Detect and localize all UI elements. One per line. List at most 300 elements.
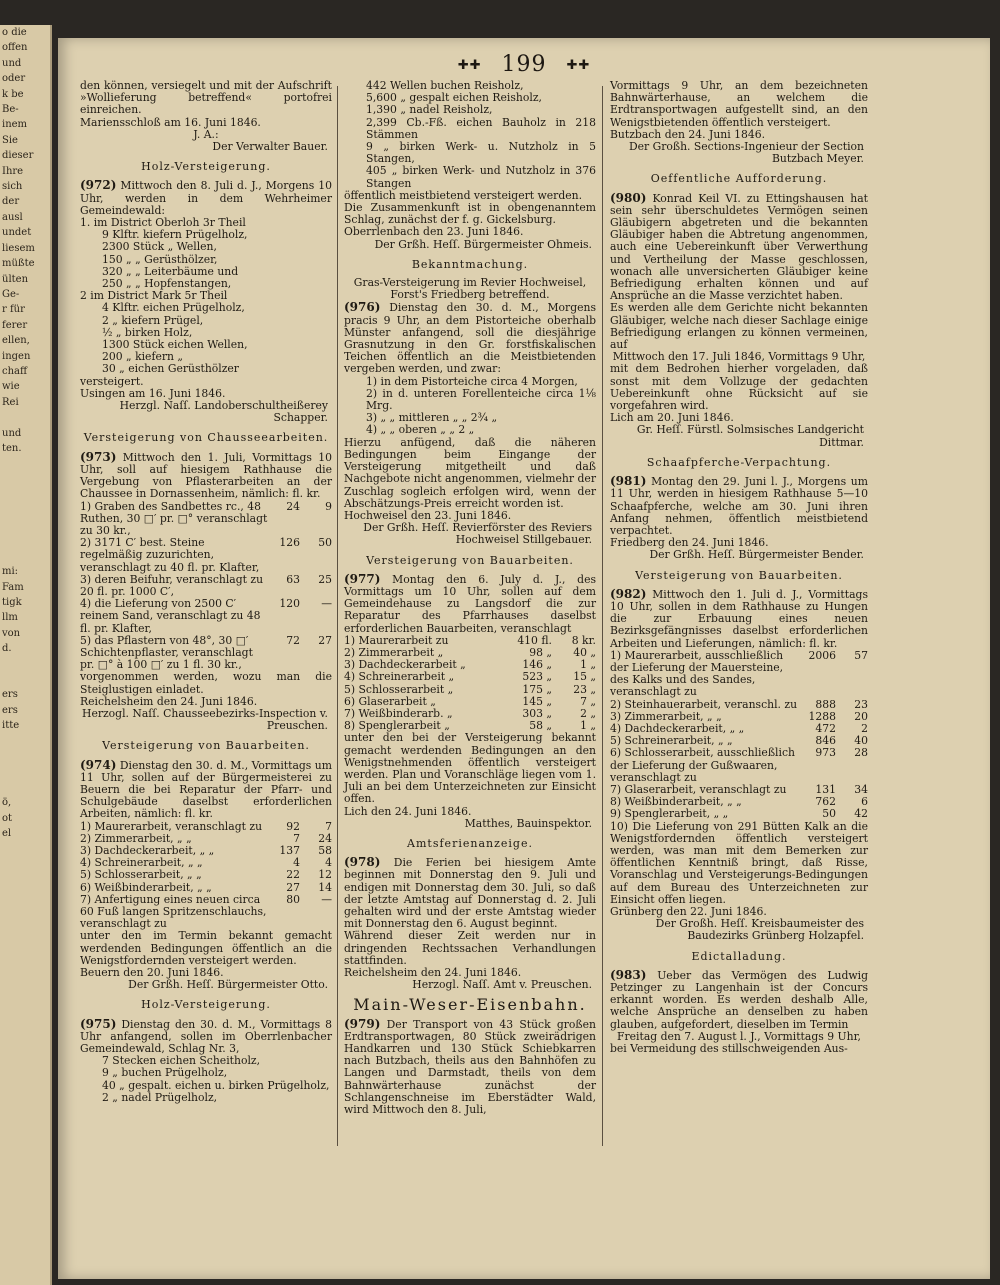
notice-text: 250 „ „ Hopfenstangen, bbox=[102, 277, 232, 291]
edge-fragment bbox=[0, 765, 50, 780]
notice-text: 2 im District Mark 5r Theil bbox=[80, 289, 228, 303]
notice-text: Vormittags 9 Uhr, an dem bezeichneten Bahnwärterhause, an welchem die Erdtransportwagen aufgestellt sind, an den Wenigstbietenden öffentlich versteigert. bbox=[610, 79, 868, 129]
signature bbox=[80, 708, 332, 732]
signature bbox=[80, 979, 332, 991]
item-amount: 1 „ bbox=[580, 719, 596, 733]
item-amount: 23 „ bbox=[573, 682, 596, 696]
edge-fragment bbox=[0, 672, 50, 687]
notice-text: Hochweisel den 23. Juni 1846. bbox=[344, 508, 512, 522]
section-heading bbox=[610, 570, 868, 582]
item-amount: 175 „ bbox=[522, 682, 552, 696]
item-label: 7) Weißbinderarb. „ bbox=[344, 706, 453, 720]
edge-fragment: liesem bbox=[2, 242, 35, 254]
item-label: 2) Zimmerarbeit, „ „ bbox=[80, 831, 192, 845]
signature bbox=[344, 522, 596, 546]
item-label: 5) das Pflastern von 48°, 30 □′ Schichtenpflaster, veranschlagt pr. □° à 100 □′ zu 1 fl. 30 kr., bbox=[80, 633, 253, 672]
edge-fragment: o die bbox=[2, 27, 27, 38]
item-label: 3) deren Beifuhr, veranschlagt zu 20 fl. pr. 1000 C′, bbox=[80, 572, 264, 598]
notice-text: 320 „ „ Leiterbäume und bbox=[102, 264, 239, 278]
notice-text: Edictalladung. bbox=[691, 949, 787, 963]
notice-text: Während dieser Zeit werden nur in dringenden Rechtssachen Verhandlungen stattfinden. bbox=[344, 929, 596, 967]
item-label: 5) Schlosserarbeit „ bbox=[344, 682, 454, 696]
item-amount: 14 bbox=[318, 880, 332, 894]
notice-number: (977) bbox=[344, 571, 381, 586]
item-amount: 20 bbox=[854, 709, 868, 723]
notice-text: Mariensschloß am 16. Juni 1846. bbox=[80, 115, 261, 129]
notice-text: Dienstag den 30. d. M., Vormittags 8 Uhr anfangend, sollen im Oberrlenbacher Gemeindewald, Schlag Nr. 3, bbox=[80, 1017, 332, 1056]
notice-text: Dienstag den 30. d. M., Morgens pracis 9 Uhr, an dem Pistorteiche oberhalb Münster anfangend, soll die diesjährige Grasnutzung in den Gr. forstfiskalischen Teichen öffentlich an die Meistbietenden vergeben werden, und zwar: bbox=[344, 301, 596, 376]
edge-fragment: inem bbox=[2, 119, 28, 131]
centered-line bbox=[344, 277, 596, 301]
notice-text: Der Großh. Heſſ. Kreisbaumeister des Baudezirks Grünberg Holzapfel. bbox=[655, 917, 864, 943]
notice-text: Oberrlenbach den 23. Juni 1846. bbox=[344, 225, 524, 239]
edge-fragment bbox=[0, 657, 50, 672]
item-amount: 472 bbox=[815, 721, 836, 735]
notice-text: Der Grßh. Heſſ. Bürgermeister Bender. bbox=[649, 548, 864, 562]
item-amount: 2 „ bbox=[580, 706, 596, 720]
edge-fragment bbox=[0, 518, 50, 533]
notice-text: Gr. Heſſ. Fürstl. Solmsisches Landgericht Dittmar. bbox=[636, 423, 864, 449]
item-label: 4) Dachdeckerarbeit, „ „ bbox=[610, 721, 745, 735]
notice-text: vorgenommen werden, wozu man die Steiglustigen einladet. bbox=[80, 670, 332, 696]
item-label: 8) Weißbinderarbeit, „ „ bbox=[610, 795, 742, 809]
list-item bbox=[344, 141, 596, 165]
price-row bbox=[344, 671, 596, 683]
notice-text: 1. im District Oberloh 3r Theil bbox=[80, 216, 246, 230]
edge-fragment bbox=[0, 533, 50, 548]
paragraph bbox=[610, 821, 868, 906]
notice-text: 150 „ „ Gerüsthölzer, bbox=[102, 252, 218, 266]
notice-text: Lich den 24. Juni 1846. bbox=[344, 804, 472, 818]
item-amount: 27 bbox=[286, 880, 300, 894]
edge-fragment: ot bbox=[2, 812, 13, 824]
item-amount: 80 bbox=[286, 892, 300, 906]
edge-fragment: r für bbox=[2, 304, 25, 316]
item-amount: 57 bbox=[854, 648, 868, 662]
item-amount: 58 „ bbox=[529, 719, 552, 733]
notice-text: mit dem Bedrohen hierher vorgeladen, daß sonst mit dem Vollzuge der gedachten Uebereinkunft ohne Rücksicht auf sie vorgefahren wird. bbox=[610, 362, 868, 413]
item-amount: 24 bbox=[286, 499, 300, 513]
edge-fragment: ers bbox=[2, 704, 18, 716]
paragraph bbox=[610, 302, 868, 351]
edge-fragment: chaff bbox=[2, 365, 28, 377]
header-ornament-left: ✚✚ bbox=[457, 57, 482, 73]
notice-text: Holz-Versteigerung. bbox=[141, 998, 271, 1012]
edge-fragment: Ihre bbox=[2, 165, 24, 177]
notice-text: 2 „ kiefern Prügel, bbox=[102, 313, 204, 327]
section-heading bbox=[610, 457, 868, 469]
notice-text: Der Großh. Sections-Ingenieur der Section Butzbach Meyer. bbox=[628, 140, 864, 166]
paragraph bbox=[344, 202, 596, 226]
column-rule bbox=[337, 86, 338, 1146]
edge-fragment: ingen bbox=[2, 350, 31, 362]
page-number: 199 bbox=[501, 52, 547, 77]
item-amount: 40 „ bbox=[573, 645, 596, 659]
edge-fragment: dieser bbox=[2, 150, 34, 162]
notice-number: (982) bbox=[610, 586, 647, 601]
edge-fragment: offen bbox=[2, 42, 28, 54]
item-amount: 98 „ bbox=[529, 645, 552, 659]
item-amount: 28 bbox=[854, 746, 868, 760]
paragraph bbox=[344, 301, 596, 375]
edge-fragment bbox=[0, 749, 50, 764]
edge-fragment: Fam bbox=[2, 581, 24, 593]
notice-text: 2 „ nadel Prügelholz, bbox=[102, 1090, 218, 1104]
notice-text: Der Grßh. Heſſ. Revierförster des Reviers Hochweisel Stillgebauer. bbox=[363, 521, 592, 547]
previous-page-edge bbox=[0, 25, 52, 1285]
notice-text: Grünberg den 22. Juni 1846. bbox=[610, 905, 767, 918]
notice-text: J. A.: bbox=[193, 127, 219, 141]
item-amount: 63 bbox=[286, 572, 300, 586]
item-amount: 24 bbox=[318, 831, 332, 845]
price-list bbox=[344, 635, 596, 733]
item-amount: 50 bbox=[822, 807, 836, 821]
notice-text: Montag den 29. Juni l. J., Morgens um 11 Uhr, werden in hiesigem Rathhause 5—10 Schaafpferche, welche am 30. Juni ihren Anfang nehmen, öffentlich meistbietend verpachtet. bbox=[610, 475, 868, 537]
signature bbox=[344, 239, 596, 251]
edge-fragment: von bbox=[2, 627, 21, 639]
item-amount: 15 „ bbox=[573, 670, 596, 684]
notice-text: Friedberg den 24. Juni 1846. bbox=[610, 536, 769, 550]
notice-number: (980) bbox=[610, 190, 647, 205]
signature bbox=[344, 818, 596, 830]
notice-text: Herzgl. Naſſ. Landoberschultheißerey Schapper. bbox=[119, 399, 328, 425]
notice-text: Mittwoch den 1. Juli d. J., Vormittags 10 Uhr, sollen in dem Rathhause zu Hungen die zur Erbauung eines neuen Bezirksgefängnisses daselbst erforderlichen Arbeiten und Lieferungen, nämlich: fl. kr. bbox=[610, 587, 868, 650]
notice-text: Beuern den 20. Juni 1846. bbox=[80, 966, 224, 980]
notice-text: öffentlich meistbietend versteigert werden. bbox=[344, 188, 583, 202]
notice-text: bei Vermeidung des stillschweigenden Aus- bbox=[610, 1042, 848, 1056]
item-label: 2) 3171 C′ best. Steine regelmäßig zuzurichten, veranschlagt zu 40 fl. pr. Klafter, bbox=[80, 536, 260, 574]
item-label: 4) die Lieferung von 2500 C′ reinem Sand, veranschlagt zu 48 fl. pr. Klafter, bbox=[80, 597, 261, 635]
edge-fragment: der bbox=[2, 196, 20, 208]
column-right bbox=[610, 80, 868, 1055]
column-rule bbox=[602, 86, 603, 1146]
notice-text: 405 „ birken Werk- und Nutzholz in 376 Stangen bbox=[366, 164, 596, 190]
item-amount: 4 bbox=[325, 856, 332, 870]
edge-fragment: tigk bbox=[2, 597, 22, 609]
paragraph bbox=[80, 451, 332, 501]
paragraph bbox=[610, 363, 868, 412]
item-amount: 27 bbox=[318, 633, 332, 647]
notice-number: (972) bbox=[80, 178, 117, 193]
section-heading bbox=[610, 951, 868, 963]
notice-text: Mittwoch den 17. Juli 1846, Vormittags 9 Uhr, bbox=[612, 350, 866, 364]
notice-text: Main-Weser-Eisenbahn. bbox=[353, 995, 587, 1015]
notice-text: 2300 Stück „ Wellen, bbox=[102, 240, 217, 254]
notice-text: 4) „ „ oberen „ „ 2 „ bbox=[366, 423, 475, 437]
notice-text: Die Zusammenkunft ist in obengenanntem Schlag, zunächst der f. g. Gickelsburg. bbox=[344, 201, 596, 227]
list-item bbox=[344, 388, 596, 412]
item-amount: 410 fl. bbox=[517, 633, 552, 647]
edge-fragment: ülten bbox=[2, 273, 29, 285]
item-amount: 1 „ bbox=[580, 658, 596, 672]
column-middle bbox=[344, 80, 596, 1116]
notice-number: (974) bbox=[80, 757, 117, 772]
edge-fragment: Be- bbox=[2, 104, 19, 116]
item-label: 8) Spenglerarbeit „ bbox=[344, 719, 450, 733]
section-heading bbox=[610, 173, 868, 185]
item-label: 2) Zimmerarbeit „ bbox=[344, 645, 444, 659]
edge-fragment: ö, bbox=[2, 797, 12, 809]
paragraph bbox=[80, 179, 332, 217]
notice-text: Der Verwalter Bauer. bbox=[212, 140, 328, 154]
notice-number: (976) bbox=[344, 300, 381, 315]
price-row bbox=[80, 635, 332, 672]
item-amount: 145 „ bbox=[522, 694, 552, 708]
section-heading bbox=[344, 259, 596, 271]
notice-text: Hierzu anfügend, daß die näheren Bedingungen beim Eingange der Versteigerung mitgetheilt und daß Nachgebote nicht angenommen, vielmehr der Zuschlag sogleich erfolgen wird, wenn der Abschätzungs-Preis erreicht worden ist. bbox=[344, 435, 596, 510]
item-amount: 23 bbox=[854, 697, 868, 711]
notice-text: 442 Wellen buchen Reisholz, bbox=[366, 79, 524, 92]
notice-text: 1) in dem Pistorteiche circa 4 Morgen, bbox=[366, 374, 578, 388]
notice-text: Oeffentliche Aufforderung. bbox=[650, 172, 828, 186]
item-label: 2) Steinhauerarbeit, veranschl. zu bbox=[610, 697, 798, 711]
edge-fragment: wie bbox=[2, 381, 20, 393]
notice-text: Amtsferienanzeige. bbox=[407, 836, 533, 850]
notice-text: Der Grßh. Heſſ. Bürgermeister Otto. bbox=[128, 978, 328, 992]
item-amount: 846 bbox=[815, 734, 836, 748]
item-amount: 50 bbox=[318, 536, 332, 550]
signature bbox=[610, 424, 868, 448]
notice-text: 7 Stecken eichen Scheitholz, bbox=[102, 1054, 261, 1068]
paragraph bbox=[344, 856, 596, 930]
edge-fragment: müßte bbox=[2, 258, 35, 270]
item-amount: 8 kr. bbox=[571, 633, 596, 647]
notice-text: Reichelsheim den 24. Juni 1846. bbox=[80, 694, 258, 708]
item-label: 5) Schlosserarbeit, „ „ bbox=[80, 868, 202, 882]
notice-text: Matthes, Bauinspektor. bbox=[464, 816, 592, 830]
price-row bbox=[610, 650, 868, 699]
item-amount: 34 bbox=[854, 782, 868, 796]
price-row bbox=[80, 501, 332, 538]
notice-text: Versteigerung von Bauarbeiten. bbox=[366, 553, 574, 567]
paragraph bbox=[344, 732, 596, 805]
notice-text: Usingen am 16. Juni 1846. bbox=[80, 386, 226, 400]
price-row bbox=[610, 747, 868, 784]
item-label: 7) Anfertigung eines neuen circa 60 Fuß langen Spritzenschlauchs, veranschlagt zu bbox=[80, 892, 267, 931]
notice-text: Lich am 20. Juni 1846. bbox=[610, 411, 734, 425]
edge-fragment: ferer bbox=[2, 319, 28, 331]
notice-text: Versteigerung von Bauarbeiten. bbox=[635, 568, 843, 582]
edge-fragment: Sie bbox=[2, 134, 18, 146]
notice-text: 1300 Stück eichen Wellen, bbox=[102, 338, 248, 352]
notice-text: Herzogl. Naſſ. Chausseebezirks-Inspection v. Preuschen. bbox=[82, 706, 328, 733]
item-amount: 126 bbox=[279, 536, 300, 550]
paragraph bbox=[344, 573, 596, 635]
item-amount: 4 bbox=[293, 856, 300, 870]
section-heading bbox=[344, 555, 596, 567]
edge-fragment: ausl bbox=[2, 211, 23, 223]
edge-fragment bbox=[0, 456, 50, 471]
section-heading bbox=[80, 432, 332, 444]
section-heading bbox=[344, 838, 596, 850]
item-label: 1) Graben des Sandbettes rc., 48 Ruthen, 30 □′ pr. □° veranschlagt zu 30 kr., bbox=[80, 499, 268, 537]
notice-text: Herzogl. Naſſ. Amt v. Preuschen. bbox=[412, 978, 592, 992]
item-amount: 6 bbox=[861, 795, 868, 809]
column-left bbox=[80, 80, 332, 1104]
notice-text: Es werden alle dem Gerichte nicht bekannten Gläubiger, welche nach dieser Sachlage einige Befriedigung erlangen zu können vermeinen, auf bbox=[610, 301, 868, 352]
main-heading bbox=[344, 995, 596, 1015]
section-heading bbox=[80, 161, 332, 173]
notice-text: Der Transport von 43 Stück großen Erdtransportwagen, 80 Stück zweirädrigen Handkarren und 130 Stück Schiebkarren nach Butzbach, theils aus den Bahnhöfen zu Langen und Darmstadt, theils von dem Bahnwärterhause zunächst der Schlangenschneise im Eberstädter Wald, wird Mittwoch den 8. Juli, bbox=[344, 1017, 596, 1117]
signature bbox=[80, 141, 332, 153]
signature bbox=[610, 918, 868, 942]
notice-text: Dienstag den 30. d. M., Vormittags um 11 Uhr, sollen auf der Bürgermeisterei zu Beuern die bei Reparatur der Pfarr- und Schulgebäude daselbst erforderlichen Arbeiten, nämlich: fl. kr. bbox=[80, 758, 332, 821]
item-amount: 137 bbox=[279, 843, 300, 857]
notice-text: 40 „ gespalt. eichen u. birken Prügelholz, bbox=[102, 1078, 330, 1092]
item-label: 6) Glaserarbeit „ bbox=[344, 694, 436, 708]
notice-number: (983) bbox=[610, 967, 647, 982]
price-row bbox=[344, 684, 596, 696]
edge-fragment: sich bbox=[2, 181, 23, 193]
item-amount: 888 bbox=[815, 697, 836, 711]
notice-text: Mittwoch den 1. Juli, Vormittags 10 Uhr, soll auf hiesigem Rathhause die Vergebung von Pflasterarbeiten an der Chaussee in Dornassenheim, nämlich: fl. kr. bbox=[80, 450, 332, 501]
item-amount: 72 bbox=[286, 633, 300, 647]
item-amount: 303 „ bbox=[522, 706, 552, 720]
edge-fragment: el bbox=[2, 828, 12, 840]
notice-text: 30 „ eichen Gerüsthölzer bbox=[102, 362, 239, 376]
paragraph bbox=[344, 1018, 596, 1117]
item-amount: 2 bbox=[861, 721, 868, 735]
notice-text: 9 Klftr. kiefern Prügelholz, bbox=[102, 228, 248, 242]
edge-fragment: llm bbox=[2, 612, 18, 624]
edge-fragment: ers bbox=[2, 689, 18, 701]
paragraph bbox=[610, 192, 868, 303]
item-label: 4) Schreinerarbeit „ bbox=[344, 670, 455, 684]
header-ornament-right: ✚✚ bbox=[566, 57, 591, 73]
notice-number: (975) bbox=[80, 1016, 117, 1031]
notice-text: 5,600 „ gespalt eichen Reisholz, bbox=[366, 91, 542, 105]
paragraph bbox=[610, 80, 868, 129]
edge-fragment bbox=[0, 472, 50, 487]
item-amount: 146 „ bbox=[522, 658, 552, 672]
edge-fragment bbox=[0, 410, 50, 425]
price-row bbox=[80, 821, 332, 833]
notice-text: versteigert. bbox=[80, 374, 144, 388]
notice-text: Butzbach den 24. Juni 1846. bbox=[610, 127, 766, 141]
notice-text: Ueber das Vermögen des Ludwig Petzinger zu Langenhain ist der Concurs erkannt worden. Es werden deshalb Alle, welche Ansprüche an denselben zu haben glauben, aufgefordert, dieselben im Termin bbox=[610, 968, 868, 1031]
edge-fragment bbox=[0, 734, 50, 749]
notice-text: Schaafpferche-Verpachtung. bbox=[646, 455, 832, 469]
notice-text: unter den im Termin bekannt gemacht werdenden Bedingungen öffentlich an die Wenigstfordernden versteigert werden. bbox=[80, 929, 332, 967]
notice-number: (978) bbox=[344, 855, 381, 870]
signature bbox=[610, 141, 868, 165]
item-amount: 12 bbox=[318, 868, 332, 882]
notice-text: 2,399 Cb.-Fß. eichen Bauholz in 218 Stämmen bbox=[366, 115, 596, 141]
notice-text: Konrad Keil VI. zu Ettingshausen hat sein sehr überschuldetes Vermögen seinen Gläubigern abgetreten und die bekannten Gläubiger haben die Abtretung angenommen, auch eine Uebereinkunft über Verwerthung und Vertheilung der Masse geschlossen, wonach alle unversicherten Gläubiger keine Befriedigung erhalten können und auf Ansprüche an die Masse verzichtet haben. bbox=[610, 191, 868, 303]
notice-text: 9 „ buchen Prügelholz, bbox=[102, 1066, 228, 1080]
item-amount: 92 bbox=[286, 819, 300, 833]
notice-text: 3) „ „ mittleren „ „ 2¾ „ bbox=[366, 411, 498, 425]
price-row bbox=[80, 894, 332, 931]
price-row bbox=[610, 699, 868, 711]
price-row bbox=[80, 574, 332, 598]
edge-fragment: ellen, bbox=[2, 335, 30, 347]
signature bbox=[610, 549, 868, 561]
notice-text: Gras-Versteigerung im Revier Hochweisel, Forst's Friedberg betreffend. bbox=[353, 276, 587, 302]
item-amount: 7 bbox=[293, 831, 300, 845]
item-amount: — bbox=[321, 597, 332, 611]
notice-text: 9 „ birken Werk- u. Nutzholz in 5 Stangen, bbox=[366, 140, 596, 166]
notice-text: 10) Die Lieferung von 291 Bütten Kalk an die Wenigstfordernden öffentlich versteigert werden, was man mit dem Bemerken zur öffentlichen Kenntniß bringt, daß Risse, Voranschlag und Versteigerungs-Bedingungen auf dem Bureau des Unterzeichneten zur Einsicht offen liegen. bbox=[610, 819, 868, 906]
item-amount: 25 bbox=[318, 572, 332, 586]
item-amount: 7 bbox=[325, 819, 332, 833]
item-amount: — bbox=[321, 892, 332, 906]
item-label: 9) Spenglerarbeit, „ „ bbox=[610, 807, 729, 821]
item-label: 3) Dachdeckerarbeit, „ „ bbox=[80, 843, 215, 857]
edge-fragment bbox=[0, 487, 50, 502]
notice-text: Montag den 6. July d. J., des Vormittags um 10 Uhr, sollen auf dem Gemeindehause zu Langsdorf die zur Reparatur des Pfarrhauses daselbst erforderlichen Bauarbeiten, veranschlagt bbox=[344, 572, 596, 635]
edge-fragment: mi: bbox=[2, 566, 19, 578]
item-amount: 2006 bbox=[808, 648, 836, 662]
item-label: 1) Maurerarbeit, veranschlagt zu bbox=[80, 819, 263, 833]
item-amount: 40 bbox=[854, 734, 868, 748]
price-row bbox=[80, 869, 332, 881]
item-label: 1) Maurerarbeit, ausschließlich der Lieferung der Mauersteine, des Kalks und des Sandes, veranschlagt zu bbox=[610, 648, 784, 699]
notice-text: Freitag den 7. August l. J., Vormittags 9 Uhr, bbox=[617, 1029, 861, 1043]
notice-text: unter den bei der Versteigerung bekannt gemacht werdenden Bedingungen an den Wenigstnehmenden öffentlich versteigert werden. Plan und Voranschläge liegen vom 1. Juli an bei dem Unterzeichneten zur Einsicht offen. bbox=[344, 731, 596, 806]
edge-fragment: k be bbox=[2, 88, 24, 100]
price-list bbox=[610, 650, 868, 821]
paragraph bbox=[80, 1018, 332, 1056]
edge-fragment: undet bbox=[2, 227, 32, 239]
item-amount: 120 bbox=[279, 597, 300, 611]
list-item bbox=[80, 1092, 332, 1104]
paragraph bbox=[80, 759, 332, 821]
paragraph bbox=[344, 437, 596, 510]
item-amount: 58 bbox=[318, 843, 332, 857]
paragraph bbox=[80, 930, 332, 967]
notice-text: 1,390 „ nadel Reisholz, bbox=[366, 103, 493, 117]
item-label: 6) Schlosserarbeit, ausschließlich der Lieferung der Gußwaaren, veranschlagt zu bbox=[610, 746, 795, 784]
list-item bbox=[344, 165, 596, 189]
notice-text: Die Ferien bei hiesigem Amte beginnen mit Donnerstag den 9. Juli und endigen mit Donnerstag dem 30. Juli, so daß der letzte Amtstag auf Donnerstag d. 2. Juli gehalten wird und der erste Amtstag wieder mit Donnerstag den 6. August beginnt. bbox=[344, 856, 596, 931]
notice-text: 2) in d. unteren Forellenteiche circa 1⅛ Mrg. bbox=[366, 386, 596, 413]
signature bbox=[344, 979, 596, 991]
paragraph bbox=[80, 671, 332, 695]
item-label: 3) Zimmerarbeit, „ „ bbox=[610, 709, 722, 723]
item-amount: 1288 bbox=[808, 709, 836, 723]
item-amount: 762 bbox=[815, 795, 836, 809]
notice-text: 4 Klftr. eichen Prügelholz, bbox=[102, 301, 245, 315]
price-row bbox=[80, 882, 332, 894]
item-label: 6) Weißbinderarbeit, „ „ bbox=[80, 880, 212, 894]
edge-fragment: itte bbox=[2, 720, 20, 732]
page-header bbox=[58, 52, 990, 77]
notice-number: (973) bbox=[80, 449, 117, 464]
item-label: 5) Schreinerarbeit, „ „ bbox=[610, 734, 733, 748]
notice-text: 200 „ kiefern „ bbox=[102, 350, 183, 364]
paragraph bbox=[610, 969, 868, 1031]
paragraph bbox=[610, 475, 868, 537]
price-row bbox=[80, 598, 332, 635]
list-item bbox=[344, 117, 596, 141]
item-amount: 9 bbox=[325, 499, 332, 513]
signature bbox=[80, 400, 332, 424]
item-label: 7) Glaserarbeit, veranschlagt zu bbox=[610, 782, 787, 796]
item-amount: 7 „ bbox=[580, 694, 596, 708]
newspaper-page bbox=[58, 38, 990, 1279]
notice-text: Mittwoch den 8. Juli d. J., Morgens 10 Uhr, werden in dem Wehrheimer Gemeindewald: bbox=[80, 179, 332, 217]
item-label: 3) Dachdeckerarbeit „ bbox=[344, 658, 466, 672]
notice-text: Bekanntmachung. bbox=[411, 257, 529, 271]
notice-text: Versteigerung von Bauarbeiten. bbox=[102, 739, 310, 753]
item-amount: 973 bbox=[815, 746, 836, 760]
edge-fragment: oder bbox=[2, 73, 26, 85]
edge-fragment: ten. bbox=[2, 442, 22, 454]
section-heading bbox=[80, 740, 332, 752]
notice-text: Holz-Versteigerung. bbox=[141, 160, 271, 174]
edge-fragment bbox=[0, 549, 50, 564]
